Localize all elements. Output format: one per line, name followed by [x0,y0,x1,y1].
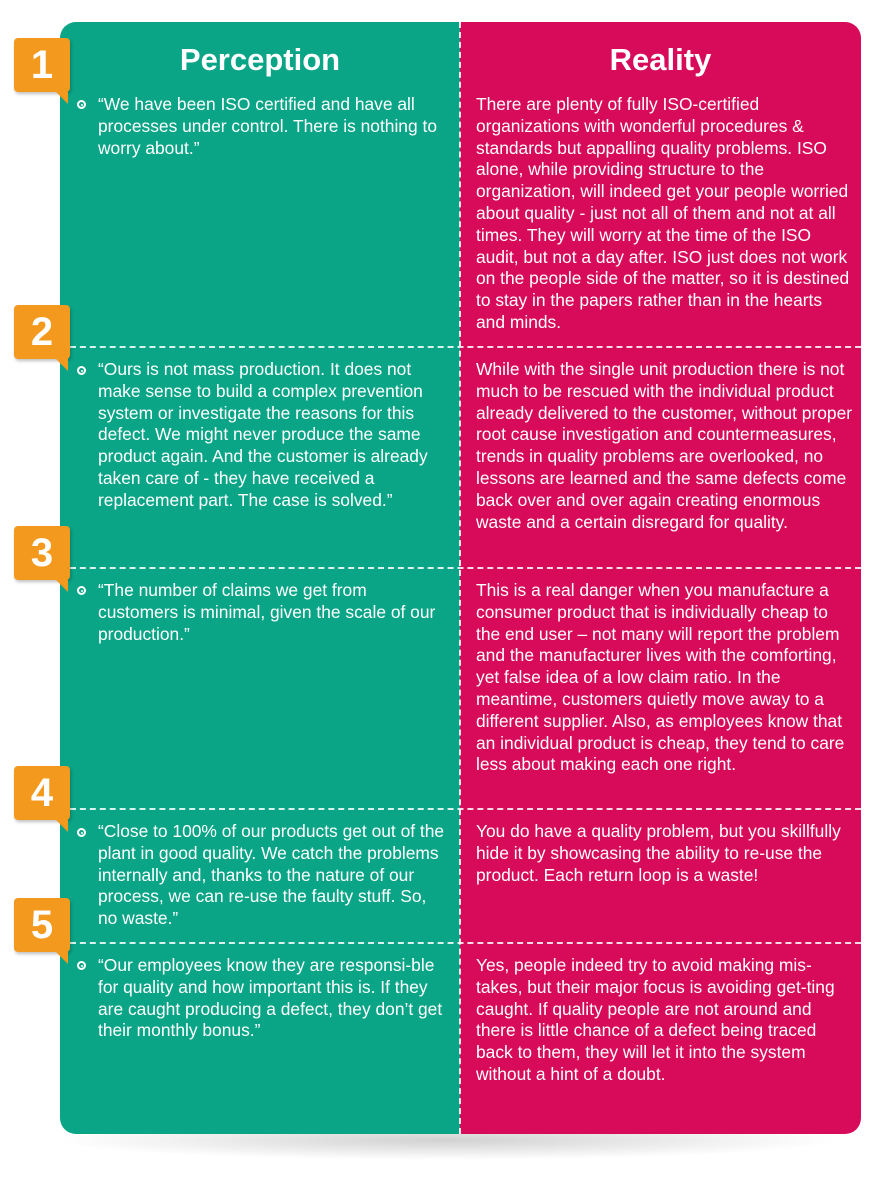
reality-text: This is a real danger when you manufacture a consumer product that is individually cheap to the end user – not many will report the problem and the manufacturer lives with the comforting, yet false idea of a low claim ratio. In the meantime, customers quietly move away to a different supplier. Also, as employees know that an individual product is cheap, they tend to care less about making each one right. [476,580,845,775]
row-divider [60,567,861,569]
row-number-badge: 4 [14,766,70,820]
reality-text: There are plenty of fully ISO-certified organizations with wonderful procedures & standards but appalling quality problems. ISO alone, while providing structure to the organization, will indeed get your people worried about quality - just not all of them and not at all times. They will worry at the time of the ISO audit, but not a day after. ISO just does not work on the people side of the matter, so it is destined to stay in the papers rather than in the hearts and minds. [476,94,850,332]
reality-text: While with the single unit production there is not much to be rescued with the individual product already delivered to the customer, without proper root cause investigation and countermeasures, trends in quality problems are overlooked, no lessons are learned and the same defects come back over and over again creating enormous waste and a certain disregard for quality. [476,359,853,532]
row-number-badge: 5 [14,898,70,952]
reality-header: Reality [609,42,712,77]
perception-text: “Close to 100% of our products get out of the plant in good quality. We catch the problems internally and, thanks to the nature of our process, we can re-use the faulty stuff. So, no waste.” [98,821,445,929]
reality-text: You do have a quality problem, but you skillfully hide it by showcasing the ability to re-use the product. Each return loop is a waste! [476,821,841,885]
bullet-icon [77,961,86,970]
perception-text: “Ours is not mass production. It does not make sense to build a complex prevention system or investigate the reasons for this defect. We might never produce the same product again. And the customer is already taken care of - they have received a replacement part. The case is solved.” [98,359,428,510]
bullet-icon [77,586,86,595]
row-number-badge: 2 [14,305,70,359]
perception-text: “We have been ISO certified and have all processes under control. There is nothing to worry about.” [98,94,437,158]
row-number-badge: 3 [14,526,70,580]
row-divider [60,808,861,810]
reality-text: Yes, people indeed try to avoid making mis-takes, but their major focus is avoiding get-ting caught. If quality people are not around and there is little chance of a defect being traced back to them, they will let it into the system without a hint of a doubt. [476,955,835,1084]
perception-header: Perception [179,42,341,77]
row-divider [60,942,861,944]
bullet-icon [77,828,86,837]
row-number-badge: 1 [14,38,70,92]
bullet-icon [77,100,86,109]
perception-text: “The number of claims we get from customers is minimal, given the scale of our production.” [98,580,436,644]
bullet-icon [77,366,86,375]
perception-text: “Our employees know they are responsi-ble for quality and how important this is. If they are caught producing a defect, they don’t get their monthly bonus.” [98,955,443,1041]
row-divider [60,346,861,348]
column-divider [459,22,461,1134]
